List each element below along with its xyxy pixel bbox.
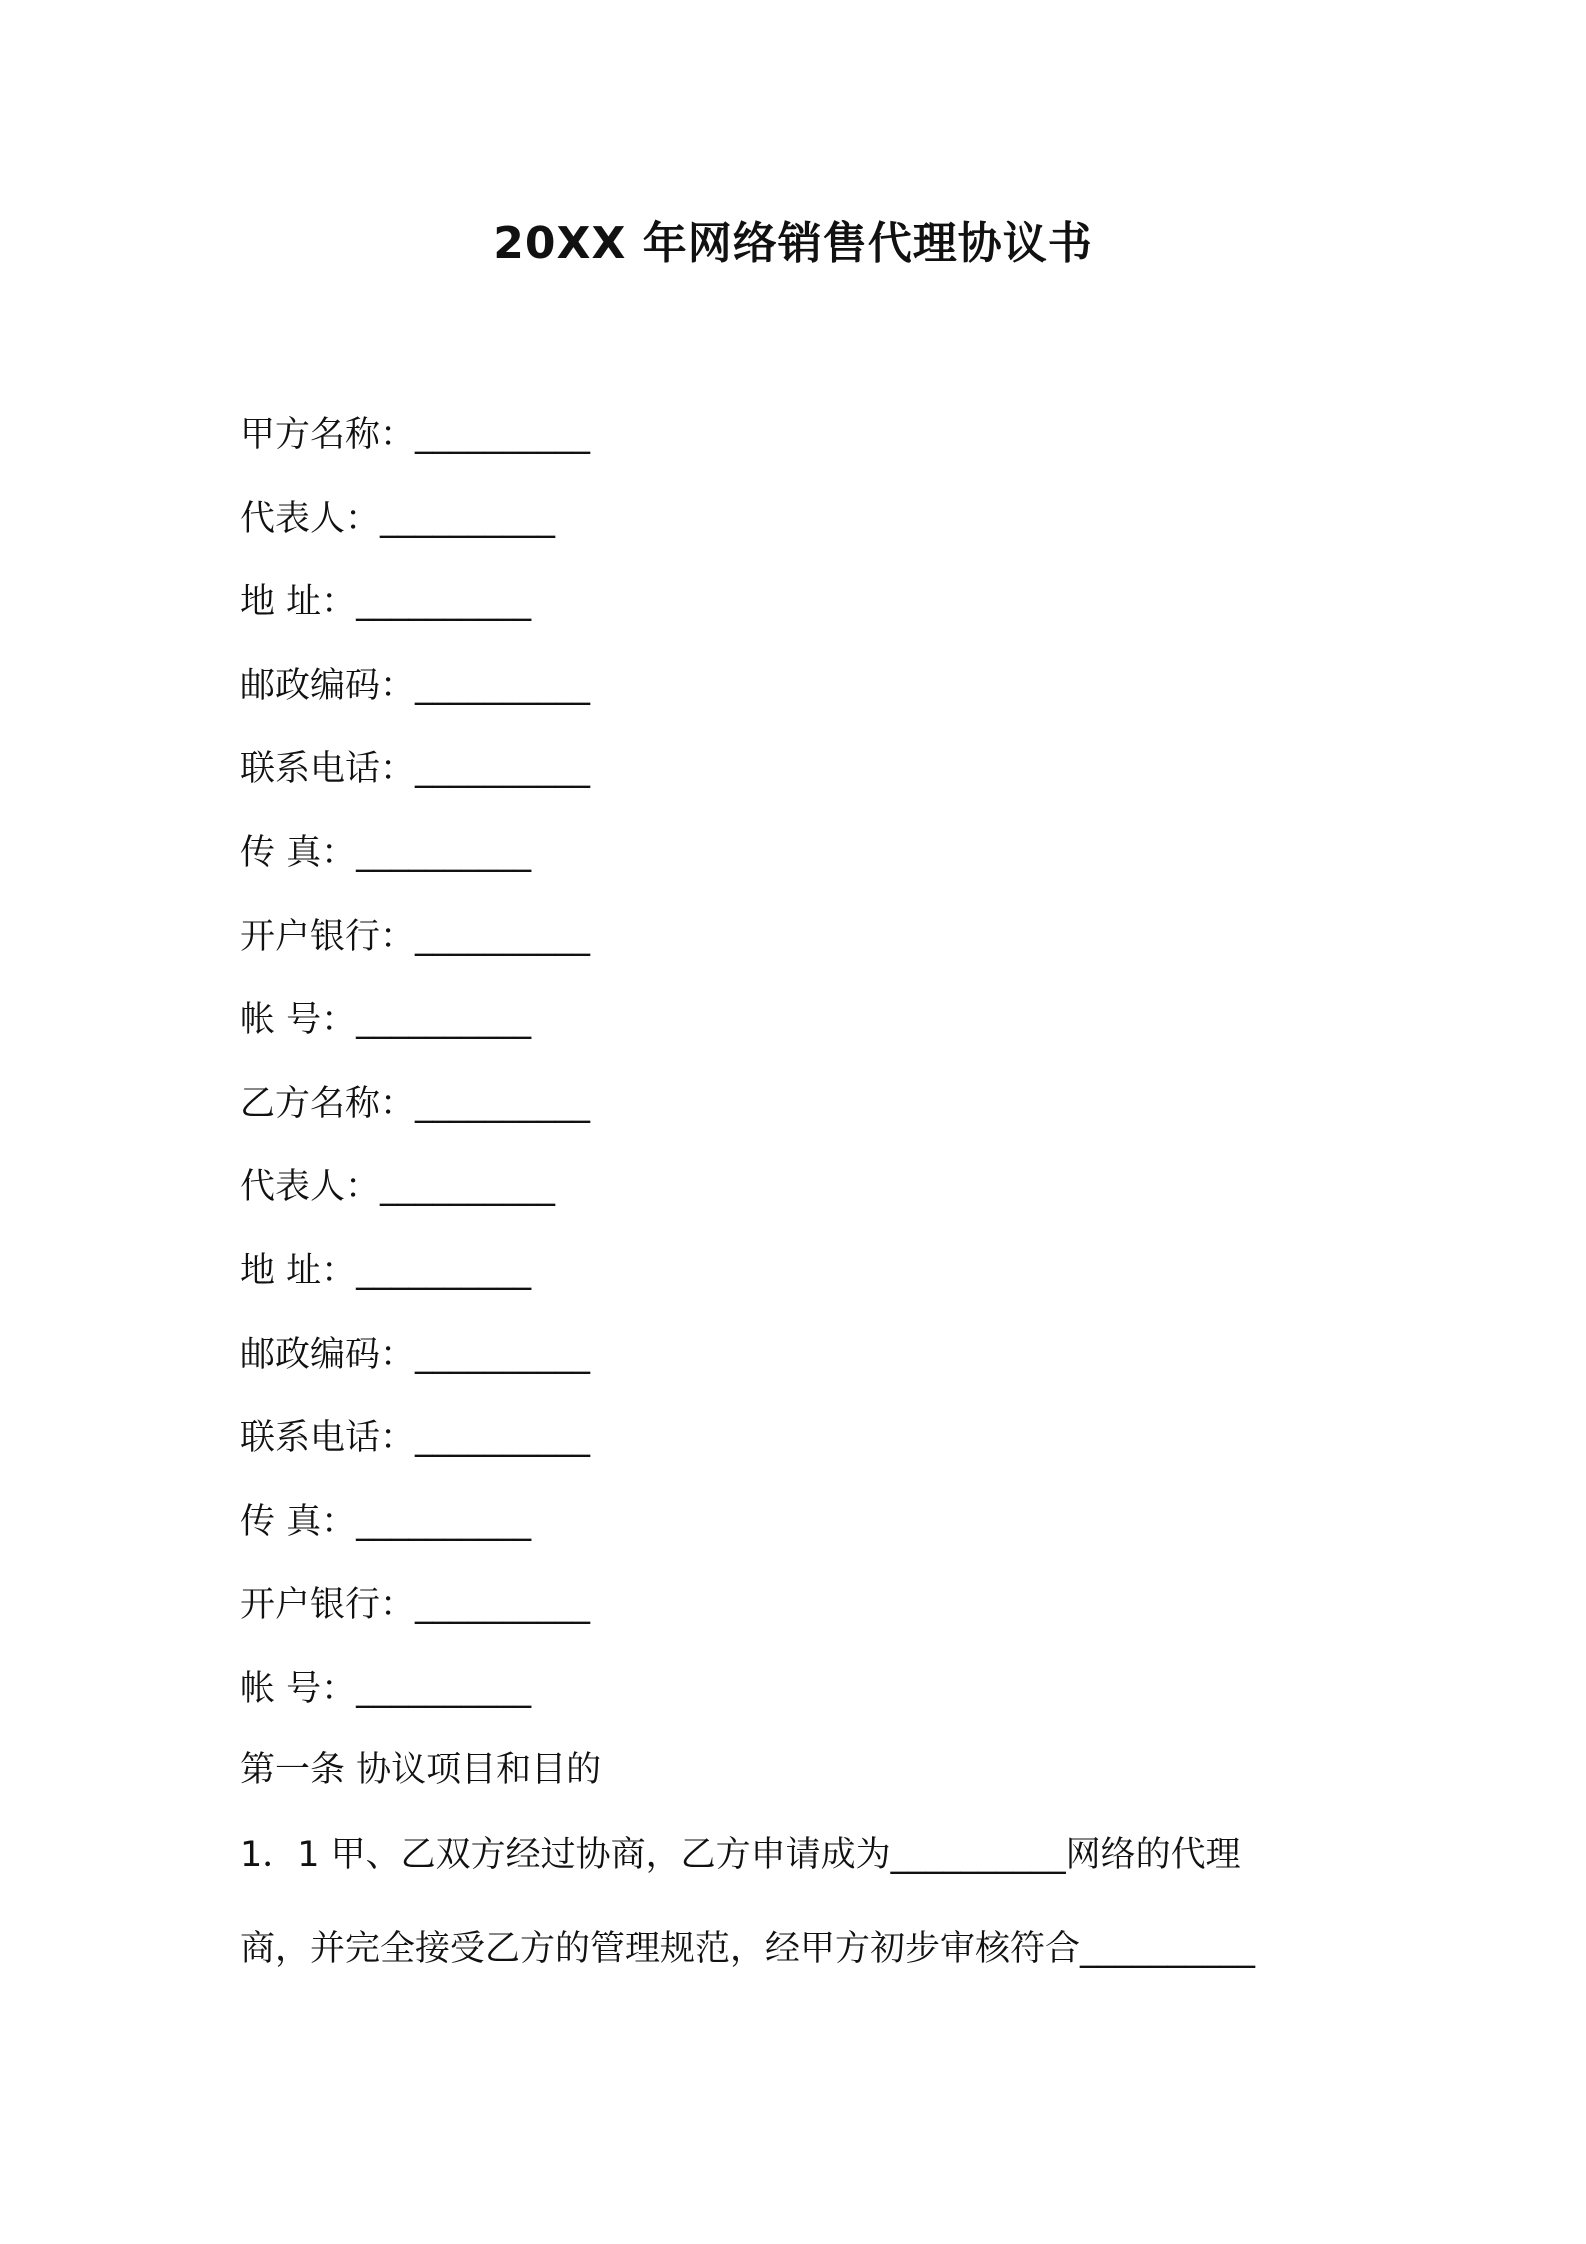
party-b-account-field: 帐 号：__________ (240, 1668, 532, 1709)
party-info-fields (240, 405, 1400, 1743)
section-1-heading: 第一条 协议项目和目的 (240, 1750, 602, 1790)
party-b-phone-field: 联系电话：__________ (240, 1418, 591, 1459)
party-b-postal-code-field: 邮政编码：__________ (240, 1334, 591, 1375)
party-a-name-field: 甲方名称：__________ (240, 415, 591, 455)
party-a-representative-field: 代表人：__________ (240, 498, 556, 539)
party-a-phone-field: 联系电话：__________ (240, 749, 591, 790)
document-title: 20XX 年网络销售代理协议书 (493, 218, 1093, 269)
party-a-account-field: 帐 号：__________ (240, 1000, 532, 1041)
section-1-line-2: 商，并完全接受乙方的管理规范，经甲方初步审核符合__________ (240, 1929, 1256, 1969)
party-b-bank-field: 开户银行：__________ (240, 1585, 591, 1626)
party-b-address-field: 地 址：__________ (240, 1250, 532, 1291)
party-b-representative-field: 代表人：__________ (240, 1167, 556, 1208)
party-a-fax-field: 传 真：__________ (240, 832, 532, 873)
party-a-postal-code-field: 邮政编码：__________ (240, 665, 591, 706)
section-1-line-1: 1．1 甲、乙双方经过协商，乙方申请成为__________网络的代理 (240, 1835, 1241, 1875)
party-b-name-field: 乙方名称：__________ (240, 1083, 591, 1124)
party-b-fax-field: 传 真：__________ (240, 1501, 532, 1542)
party-a-bank-field: 开户银行：__________ (240, 916, 591, 957)
party-a-address-field: 地 址：__________ (240, 582, 532, 623)
